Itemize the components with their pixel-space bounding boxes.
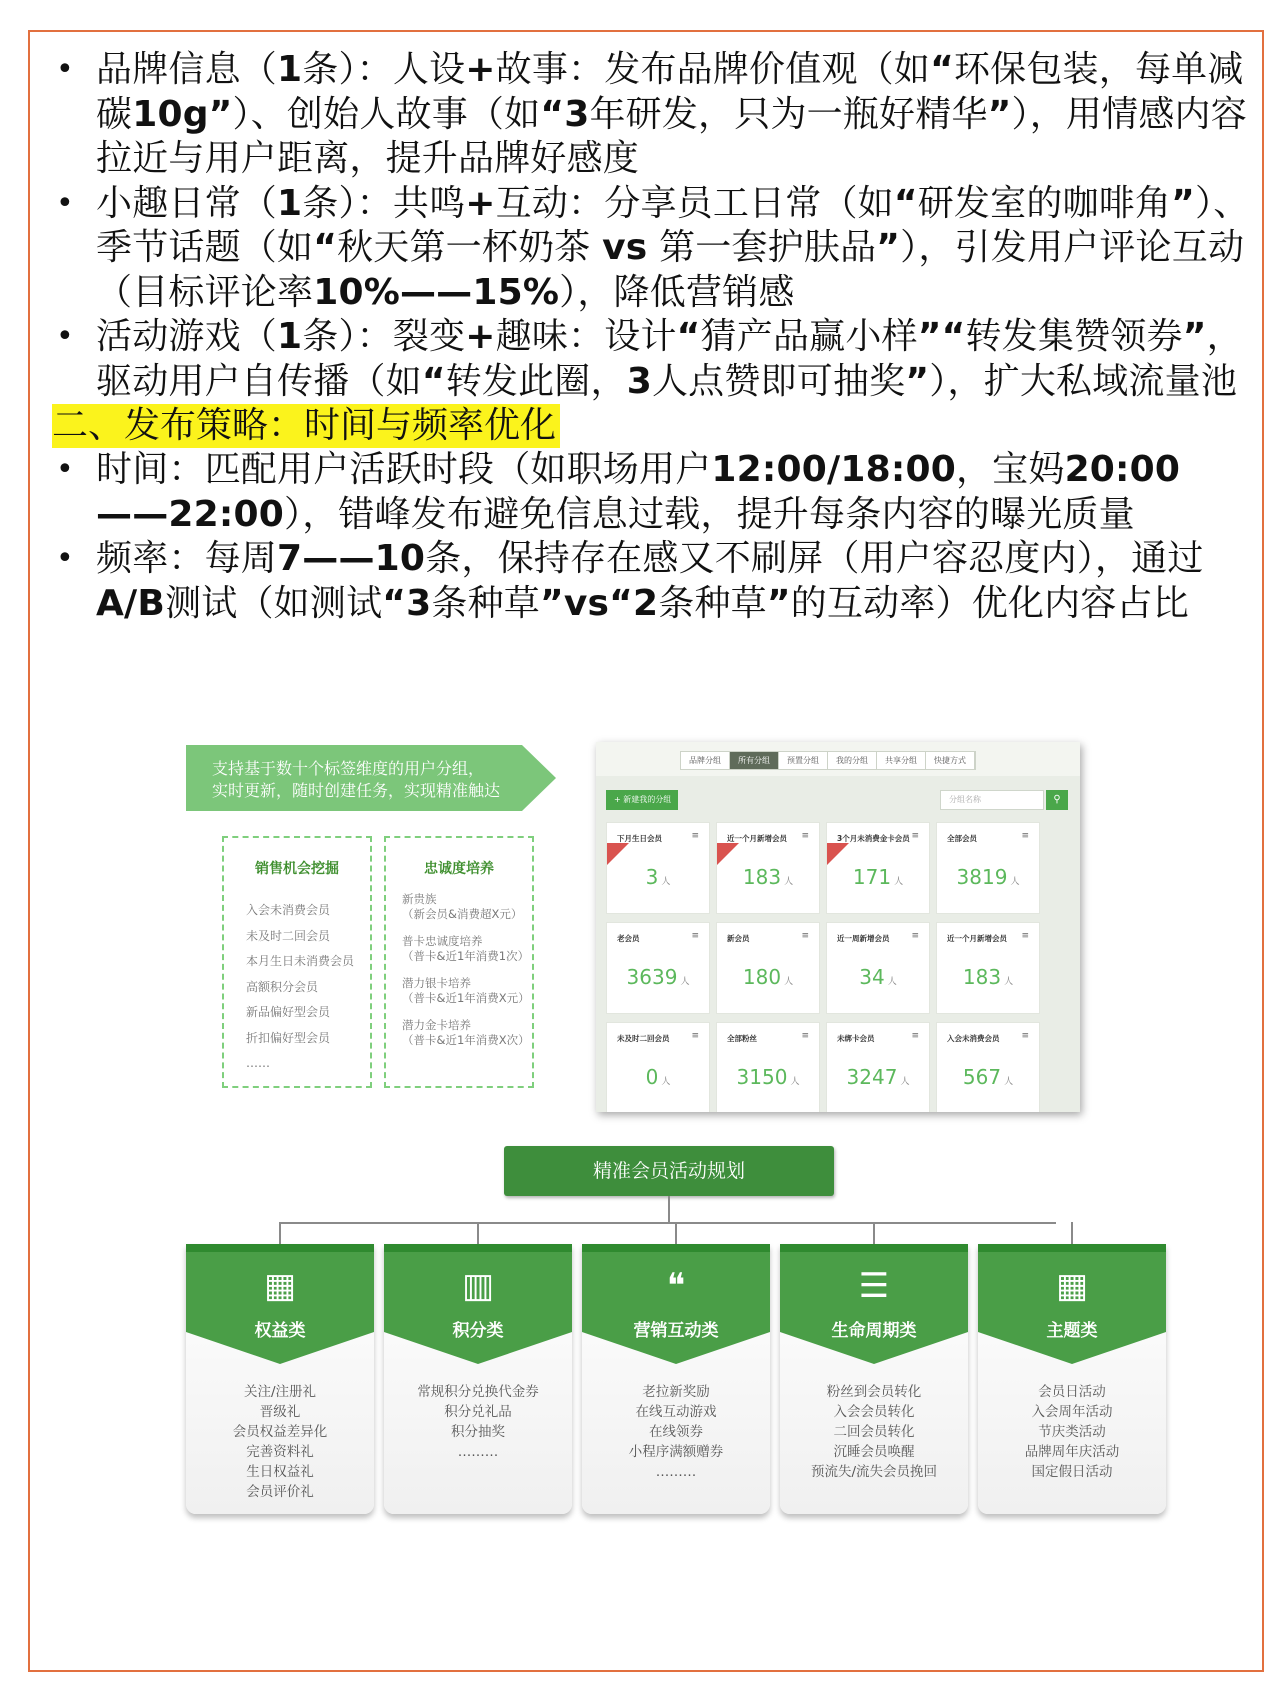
loyalty-list xyxy=(402,892,530,1060)
bullet-list-strategy xyxy=(50,448,1250,626)
group-card[interactable] xyxy=(826,1022,930,1112)
group-card[interactable] xyxy=(716,922,820,1014)
category-item: 节庆类活动 xyxy=(1038,1424,1106,1440)
banner-line-1: 支持基于数十个标签维度的用户分组， xyxy=(212,759,485,778)
menu-icon[interactable]: ≡ xyxy=(911,931,919,941)
category-item: 小程序满额赠券 xyxy=(628,1444,724,1460)
bullet-text: 第一套护肤品 xyxy=(647,227,877,268)
bullet-text: + xyxy=(465,49,496,90)
group-card-value: 0 xyxy=(645,1065,659,1089)
bullet-text: 频率：每周 xyxy=(96,538,278,579)
group-card-name: 未绑卡会员 xyxy=(837,1034,875,1043)
bullet-text: 条）：裂变 xyxy=(302,316,466,357)
menu-icon[interactable]: ≡ xyxy=(801,931,809,941)
new-tag-icon xyxy=(607,843,629,865)
group-card-unit: 人 xyxy=(894,877,904,887)
banner-line-2: 实时更新，随时创建任务，实现精准触达 xyxy=(212,781,501,800)
bullet-item xyxy=(50,48,1250,182)
group-card-value: 3247 xyxy=(846,1065,898,1089)
group-card-name: 近一周新增会员 xyxy=(837,934,890,943)
bullet-dot: • xyxy=(56,52,74,87)
group-card-unit: 人 xyxy=(661,877,671,887)
list-item: 新品偏好型会员 xyxy=(246,1005,331,1019)
group-card[interactable] xyxy=(826,922,930,1014)
bullet-text: 条种草 xyxy=(658,582,767,624)
section-heading: 二、发布策略：时间与频率优化 xyxy=(52,404,560,448)
group-card-count xyxy=(717,1065,819,1089)
group-card-name: 未及时二回会员 xyxy=(617,1034,670,1043)
bullet-text: 1 xyxy=(277,316,303,357)
category-label: 主题类 xyxy=(1046,1321,1098,1341)
category-item: ……… xyxy=(457,1444,499,1460)
category-label: 营销互动类 xyxy=(633,1321,719,1341)
category-item: 在线领券 xyxy=(649,1424,703,1440)
group-card-name: 老会员 xyxy=(617,934,640,943)
list-item: 潜力银卡培养 （普卡&近1年消费X元） xyxy=(402,976,530,1005)
group-card-value: 3639 xyxy=(626,965,678,989)
bullet-text: ”vs“2 xyxy=(539,582,659,624)
bullet-text: + xyxy=(465,316,496,357)
group-card-count xyxy=(827,1065,929,1089)
bullet-text: ），扩大私域流量池 xyxy=(929,360,1238,402)
bullet-text: 条）：人设 xyxy=(302,49,466,90)
bullet-text: 互动：分享员工日常（如 xyxy=(495,182,894,224)
group-card-count xyxy=(607,865,709,889)
bullet-text: 20:00——22:00 xyxy=(96,449,1181,535)
group-card-value: 567 xyxy=(962,1065,1002,1089)
category-item: 会员权益差异化 xyxy=(232,1424,328,1440)
category-column xyxy=(186,1244,374,1514)
bullet-text: ，宝妈 xyxy=(955,449,1065,490)
group-card-name: 入会未消费会员 xyxy=(947,1034,1000,1043)
category-item: 粉丝到会员转化 xyxy=(826,1384,922,1400)
group-card-unit: 人 xyxy=(680,977,690,987)
bullet-text: 秋天第一杯奶茶 xyxy=(337,227,603,268)
sales-opportunity-box xyxy=(222,836,372,1088)
group-card-value: 3 xyxy=(645,865,659,889)
bar-chart-icon: ▥ xyxy=(461,1266,495,1306)
bullet-item xyxy=(50,182,1250,316)
bullet-text: 环保包装，每单减碳 xyxy=(96,49,1244,135)
menu-icon[interactable]: ≡ xyxy=(911,1031,919,1041)
list-item: 潜力金卡培养 （普卡&近1年消费X次） xyxy=(402,1018,530,1047)
member-activity-chart xyxy=(186,1140,1176,1520)
category-item: 品牌周年庆活动 xyxy=(1024,1444,1120,1460)
group-card-value: 183 xyxy=(962,965,1002,989)
group-card-name: 3个月未消费金卡会员 xyxy=(837,834,910,843)
new-group-button[interactable]: + 新建我的分组 xyxy=(606,790,678,810)
bullet-text: ”“ xyxy=(917,316,966,357)
bullet-item xyxy=(50,537,1250,626)
category-column xyxy=(780,1244,968,1514)
bullet-text: A/B xyxy=(96,582,166,624)
bullet-text: vs xyxy=(602,227,648,268)
category-items xyxy=(780,1382,968,1482)
list-item: 本月生日未消费会员 xyxy=(246,954,355,968)
group-card-value: 34 xyxy=(859,965,885,989)
list-item: 折扣偏好型会员 xyxy=(246,1030,331,1045)
category-items xyxy=(978,1382,1166,1482)
menu-icon[interactable]: ≡ xyxy=(691,931,699,941)
group-card-count xyxy=(717,965,819,989)
bullet-text: “ xyxy=(421,360,446,402)
group-card-name: 新会员 xyxy=(727,934,750,943)
category-item: 预流失/流失会员挽回 xyxy=(810,1464,938,1480)
new-tag-icon xyxy=(717,843,739,865)
bullet-text: “ xyxy=(313,227,338,268)
group-card-unit: 人 xyxy=(784,977,794,987)
bullet-dot: • xyxy=(56,319,74,354)
calendar-icon: ▦ xyxy=(1055,1266,1089,1306)
bullet-text: 猜产品赢小样 xyxy=(700,316,918,357)
numbered-list-icon: ☰ xyxy=(858,1266,890,1306)
calendar-icon: ▦ xyxy=(263,1266,297,1306)
bullet-text: 1 xyxy=(277,49,303,90)
group-card-unit: 人 xyxy=(1010,877,1020,887)
bullet-list-content-types xyxy=(50,48,1250,404)
tab-3[interactable]: 我的分组 xyxy=(828,752,877,769)
category-label: 积分类 xyxy=(452,1321,504,1341)
category-items xyxy=(384,1382,572,1462)
category-label: 权益类 xyxy=(254,1321,306,1341)
group-card-unit: 人 xyxy=(887,977,897,987)
menu-icon[interactable]: ≡ xyxy=(1021,831,1029,841)
chart-root-node: 精准会员活动规划 xyxy=(504,1146,834,1196)
menu-icon[interactable]: ≡ xyxy=(691,831,699,841)
group-card-count xyxy=(607,1065,709,1089)
group-card[interactable] xyxy=(716,822,820,914)
category-item: 入会会员转化 xyxy=(833,1404,915,1420)
bullet-text: 条，保持存在感又不刷屏（用户容忍度内），通过 xyxy=(425,538,1204,579)
menu-icon[interactable]: ≡ xyxy=(1021,1031,1029,1041)
group-card-unit: 人 xyxy=(1004,977,1014,987)
bullet-text: ）、创始人故事（如 xyxy=(232,93,541,135)
connector-line xyxy=(477,1222,479,1246)
category-item: 积分抽奖 xyxy=(451,1424,505,1440)
bullet-text: “ xyxy=(893,182,918,224)
category-item: 会员评价礼 xyxy=(246,1484,314,1500)
feature-banner-text xyxy=(186,745,556,811)
group-card[interactable] xyxy=(606,822,710,914)
tabs-bar xyxy=(596,742,1080,776)
bullet-text: ” xyxy=(905,360,930,402)
group-card-value: 180 xyxy=(742,965,782,989)
group-card-count xyxy=(937,965,1039,989)
text-section xyxy=(50,48,1250,626)
connector-line xyxy=(873,1222,875,1246)
group-card-count xyxy=(607,965,709,989)
bullet-text: ” xyxy=(987,93,1012,135)
group-card-unit: 人 xyxy=(790,1077,800,1087)
bullet-text: ），用情感内容拉近与用户距离，提升品牌好感度 xyxy=(96,93,1247,179)
tab-2[interactable]: 预置分组 xyxy=(779,752,828,769)
menu-icon[interactable]: ≡ xyxy=(911,831,919,841)
bullet-dot: • xyxy=(56,452,74,487)
connector-line xyxy=(279,1222,281,1246)
category-item: ……… xyxy=(655,1464,697,1480)
loyalty-title: 忠诚度培养 xyxy=(424,861,494,877)
group-card-count xyxy=(827,865,929,889)
list-item: 高额积分会员 xyxy=(246,979,319,994)
bullet-text: 故事：发布品牌价值观（如 xyxy=(495,49,931,90)
group-card-name: 近一个月新增会员 xyxy=(947,934,1007,943)
list-item: 普卡忠诚度培养 （普卡&近1年消费1次） xyxy=(402,934,530,963)
bullet-text: 时间：匹配用户活跃时段（如职场用户 xyxy=(96,449,712,490)
category-column xyxy=(582,1244,770,1514)
bullet-dot: • xyxy=(56,541,74,576)
bullet-item xyxy=(50,448,1250,537)
group-card-value: 183 xyxy=(742,865,782,889)
bullet-text: 活动游戏（ xyxy=(96,316,278,357)
group-card-count xyxy=(827,965,929,989)
bullet-text: “ xyxy=(676,316,701,357)
group-card-name: 近一个月新增会员 xyxy=(727,834,787,843)
bullet-text: 10g” xyxy=(132,93,233,135)
tab-5[interactable]: 快捷方式 xyxy=(926,752,975,769)
bullet-text: 测试（如测试 xyxy=(165,582,383,624)
tab-0[interactable]: 品牌分组 xyxy=(681,752,730,769)
bullet-text: ” xyxy=(1171,182,1196,224)
bullet-text: 7——10 xyxy=(277,538,426,579)
new-tag-icon xyxy=(827,843,849,865)
category-item: 沉睡会员唤醒 xyxy=(833,1444,915,1460)
group-card-unit: 人 xyxy=(900,1077,910,1087)
group-search-input[interactable]: 分组名称 xyxy=(940,790,1044,810)
list-item: …… xyxy=(246,1056,270,1070)
sales-opportunity-title: 销售机会挖掘 xyxy=(255,861,339,877)
category-item: 在线互动游戏 xyxy=(635,1404,717,1420)
group-card[interactable] xyxy=(936,922,1040,1014)
group-card-name: 下月生日会员 xyxy=(617,834,662,843)
bullet-text: 转发此圈， xyxy=(445,360,627,402)
group-card-unit: 人 xyxy=(784,877,794,887)
category-item: 老拉新奖励 xyxy=(642,1384,710,1400)
category-column xyxy=(978,1244,1166,1514)
connector-line xyxy=(675,1222,677,1246)
search-button[interactable] xyxy=(1046,790,1068,810)
bullet-text: 转发集赞领券 xyxy=(965,316,1183,357)
menu-icon[interactable]: ≡ xyxy=(801,831,809,841)
bullet-text: 年研发，只为一瓶好精华 xyxy=(589,93,988,135)
group-card[interactable] xyxy=(716,1022,820,1112)
menu-icon[interactable]: ≡ xyxy=(1021,931,1029,941)
category-item: 关注/注册礼 xyxy=(243,1384,317,1400)
category-items xyxy=(582,1382,770,1482)
category-item: 完善资料礼 xyxy=(246,1444,314,1460)
bullet-text: 小趣日常（ xyxy=(96,182,278,224)
bullet-dot: • xyxy=(56,185,74,221)
bullet-text: ），错峰发布避免信息过载，提升每条内容的曝光质量 xyxy=(284,493,1135,535)
bullet-text: ）、季节话题（如 xyxy=(96,182,1250,268)
group-card-name: 全部粉丝 xyxy=(727,1034,757,1043)
group-card-name: 全部会员 xyxy=(947,834,977,843)
bullet-text: + xyxy=(465,182,496,224)
bullet-text: 条）：共鸣 xyxy=(302,182,466,224)
bullet-text: 的互动率）优化内容占比 xyxy=(790,582,1189,624)
connector-line xyxy=(1071,1222,1073,1246)
bullet-text: ），引发用户评论互动（目标评论率 xyxy=(96,227,1245,313)
bullet-text: ” xyxy=(876,227,901,268)
connector-line xyxy=(668,1196,670,1222)
bullet-text: 条种草 xyxy=(431,582,540,624)
category-item: 常规积分兑换代金券 xyxy=(417,1384,539,1400)
menu-icon[interactable]: ≡ xyxy=(801,1031,809,1041)
category-item: 二回会员转化 xyxy=(833,1424,915,1440)
sales-opportunity-list xyxy=(246,898,354,1077)
category-item: 晋级礼 xyxy=(259,1404,301,1420)
group-card-value: 3150 xyxy=(736,1065,788,1089)
group-tabs xyxy=(680,751,976,770)
group-card-count xyxy=(937,865,1039,889)
list-item: 入会未消费会员 xyxy=(246,903,331,917)
group-card-unit: 人 xyxy=(661,1077,671,1087)
list-item: 未及时二回会员 xyxy=(246,928,331,943)
search-icon: ⚲ xyxy=(1053,794,1061,805)
bullet-text: ” xyxy=(766,582,791,624)
category-item: 会员日活动 xyxy=(1038,1384,1106,1400)
group-card[interactable] xyxy=(826,822,930,914)
bullet-item xyxy=(50,315,1250,404)
bullet-text: 10%——15% xyxy=(313,271,560,313)
bullet-text: 人点赞即可抽奖 xyxy=(651,360,906,402)
category-item: 生日权益礼 xyxy=(246,1464,314,1480)
category-item: 入会周年活动 xyxy=(1031,1404,1113,1420)
group-card-unit: 人 xyxy=(1004,1077,1014,1087)
group-card-value: 3819 xyxy=(956,865,1008,889)
category-column xyxy=(384,1244,572,1514)
tab-1[interactable]: 所有分组 xyxy=(730,752,779,769)
tab-4[interactable]: 共享分组 xyxy=(877,752,926,769)
category-item: 国定假日活动 xyxy=(1031,1464,1113,1480)
category-label: 生命周期类 xyxy=(831,1321,917,1341)
bullet-text: ），降低营销感 xyxy=(559,271,795,313)
bullet-text: 3 xyxy=(626,360,652,402)
group-card[interactable] xyxy=(936,822,1040,914)
bullet-text: 研发室的咖啡角 xyxy=(917,182,1172,224)
bullet-text: 1 xyxy=(277,182,303,224)
member-grouping-image xyxy=(186,742,1080,1112)
bullet-text: “3 xyxy=(382,582,432,624)
bullet-text: 品牌信息（ xyxy=(96,49,278,90)
category-item: 积分兑礼品 xyxy=(444,1404,512,1420)
loyalty-box xyxy=(384,836,534,1088)
group-card-count xyxy=(937,1065,1039,1089)
bullet-text: ” xyxy=(1182,316,1207,357)
category-items xyxy=(186,1382,374,1502)
group-card[interactable] xyxy=(936,1022,1040,1112)
menu-icon[interactable]: ≡ xyxy=(691,1031,699,1041)
group-card[interactable] xyxy=(606,922,710,1014)
bullet-text: 趣味：设计 xyxy=(495,316,677,357)
bullet-text: ，驱动用户自传播（如 xyxy=(96,316,1243,402)
group-card[interactable] xyxy=(606,1022,710,1112)
connector-line xyxy=(280,1222,1056,1224)
bullet-text: 12:00/18:00 xyxy=(711,449,956,490)
member-group-dashboard xyxy=(596,742,1080,1112)
bullet-text: “ xyxy=(930,49,954,90)
group-card-value: 171 xyxy=(852,865,892,889)
bullet-text: “3 xyxy=(540,93,590,135)
chat-icon: ❝ xyxy=(666,1266,686,1306)
list-item: 新贵族 （新会员&消费超X元） xyxy=(402,892,523,921)
group-card-count xyxy=(717,865,819,889)
